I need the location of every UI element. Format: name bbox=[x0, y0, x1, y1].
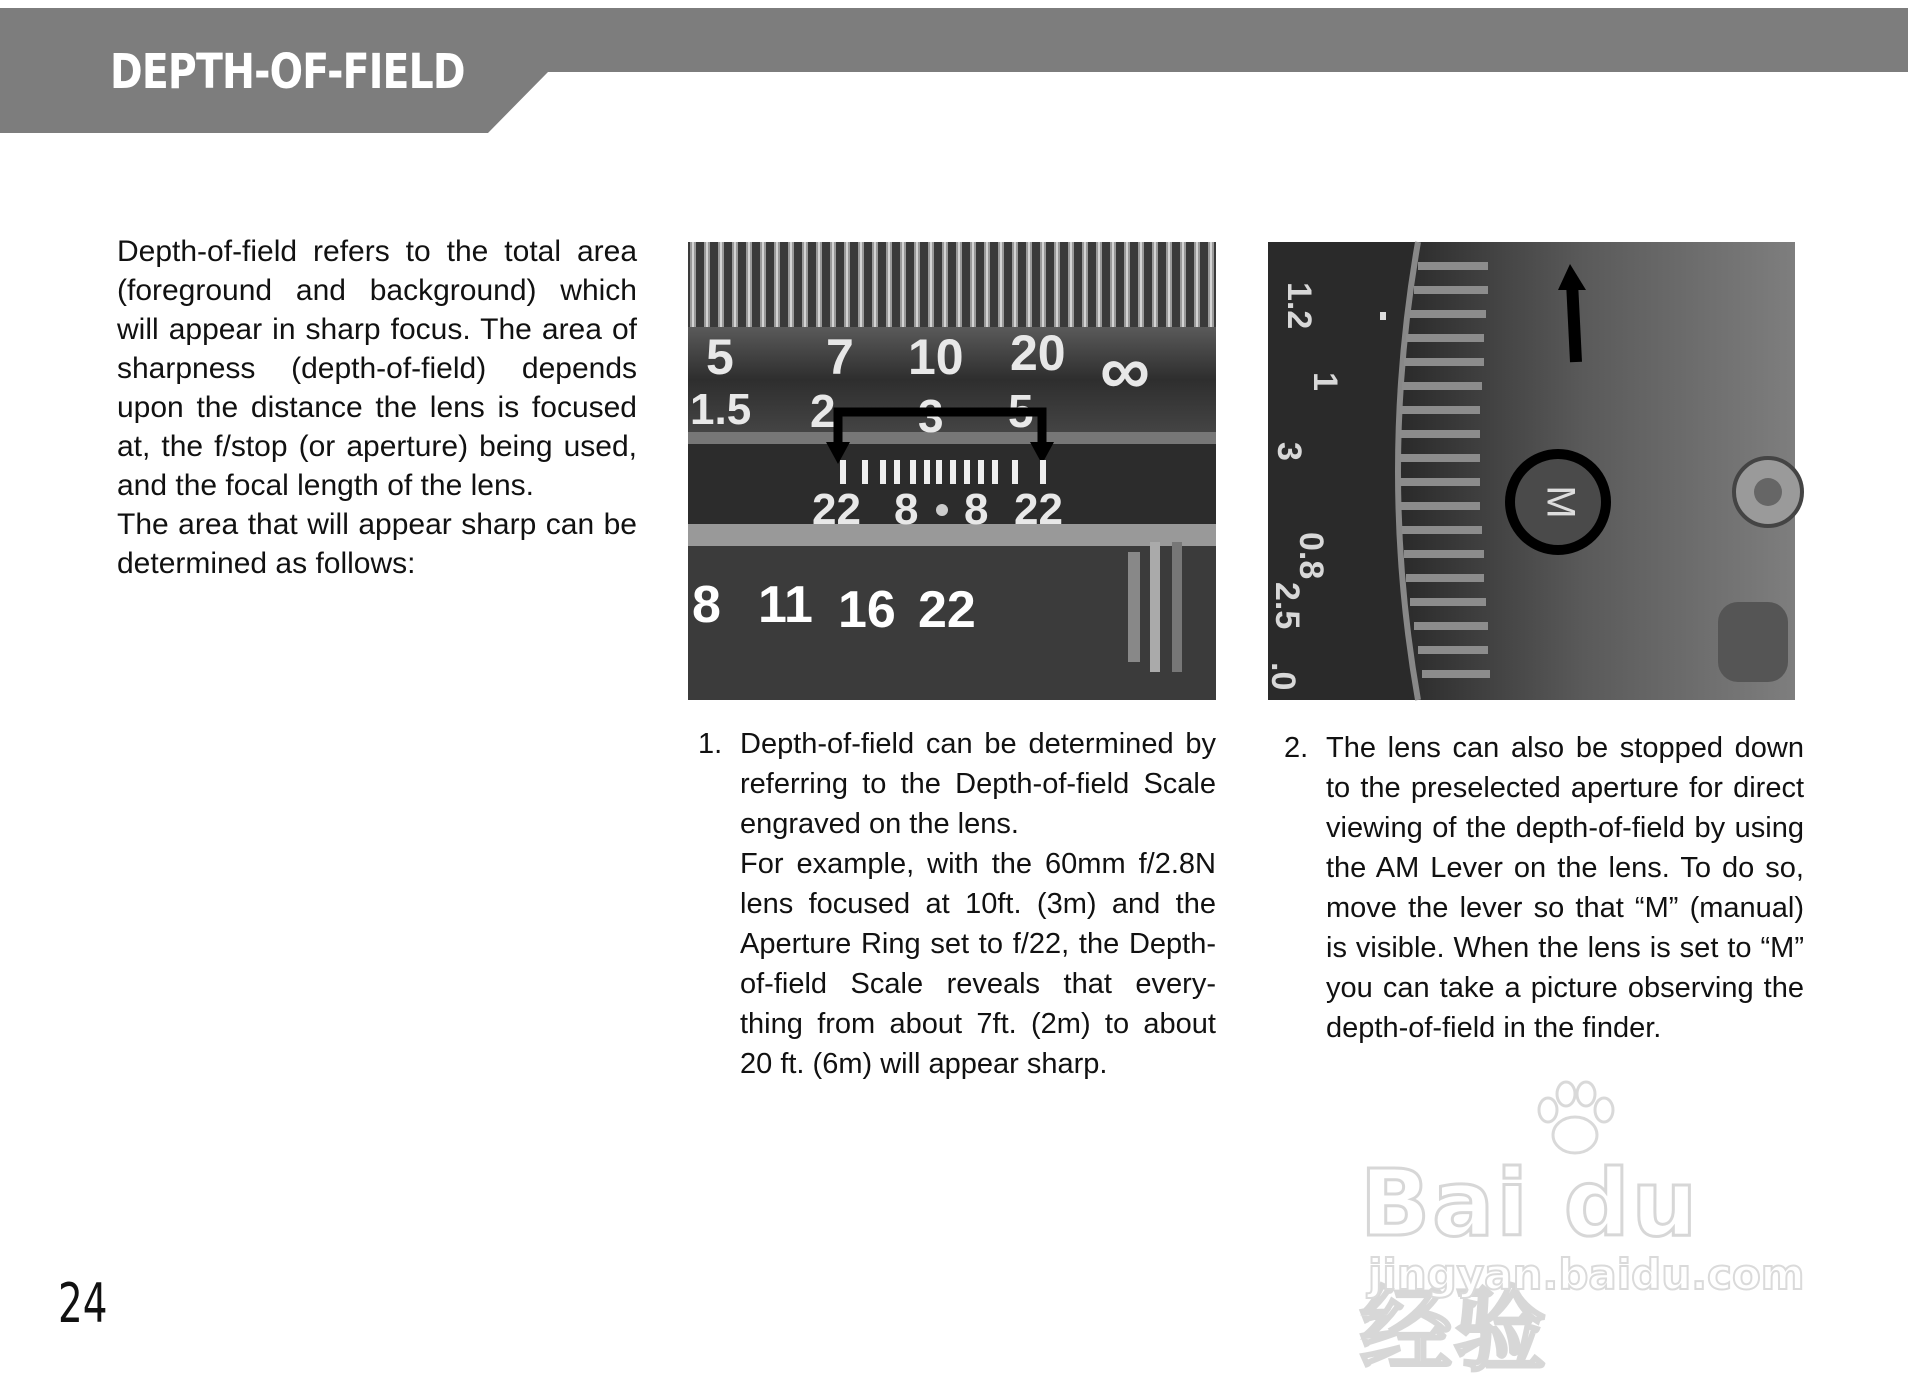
scale-number: 0.8 bbox=[1292, 532, 1330, 580]
baidu-watermark bbox=[1360, 1080, 1805, 1384]
dof-index-dot bbox=[936, 504, 948, 516]
caption-1 bbox=[698, 724, 1216, 1084]
am-lever-photo bbox=[1264, 242, 1795, 700]
distance-ft-label: 20 bbox=[1010, 325, 1066, 381]
caption-text: The lens can also be stopped down to the preselected aperture for direct viewing of the depth-of-field by using the AM Lever on the lens. To do so, move the lever so that “M” (manual) is visible. When the lens is set to “M” you can take a picture observing the depth-of-field in the finder. bbox=[1326, 732, 1804, 1044]
scale-number: 3 bbox=[1270, 442, 1308, 461]
aperture-label: 16 bbox=[838, 581, 896, 639]
distance-ft-label: 10 bbox=[908, 329, 964, 385]
dof-scale-label: 8 bbox=[894, 485, 919, 534]
dof-scale-label: 8 bbox=[964, 485, 989, 534]
page-number: 24 bbox=[58, 1272, 108, 1335]
distance-m-label: 2 bbox=[810, 385, 836, 437]
intro-text bbox=[117, 232, 637, 583]
caption-text: Depth-of-field can be determined by referring to the Depth-of-field Scale engraved on the lens. bbox=[740, 728, 1216, 840]
manual-mark: M bbox=[1538, 485, 1583, 519]
intro-paragraph: The area that will appear sharp can be determined as follows: bbox=[117, 508, 637, 580]
scale-number: 1 bbox=[1306, 372, 1344, 391]
dof-scale-label: 22 bbox=[812, 485, 861, 534]
scale-number: .0 bbox=[1264, 662, 1302, 691]
caption-text: For example, with the 60mm f/2.8N lens focused at 10ft. (3m) and the Aperture Ring set to f/22, the Depth-of-field Scale reveals that every-thing from about 7ft. (2m) to about 20 ft. (6m) will appear sharp. bbox=[740, 848, 1216, 1080]
caption-2 bbox=[1284, 728, 1804, 1048]
paw-icon bbox=[1530, 1080, 1620, 1160]
watermark-url: jingyan.baidu.com bbox=[1368, 1250, 1805, 1299]
distance-m-label: 3 bbox=[918, 390, 944, 442]
watermark-logo-text: Bai du 经验 bbox=[1360, 1150, 1700, 1384]
caption-number: 1. bbox=[698, 728, 723, 760]
lens-dof-scale-photo bbox=[688, 242, 1216, 700]
dof-scale-label: 22 bbox=[1014, 485, 1063, 534]
scale-number: 1.2 bbox=[1280, 282, 1318, 330]
caption-number: 2. bbox=[1284, 732, 1309, 764]
aperture-label: 8 bbox=[692, 576, 721, 634]
aperture-label: 22 bbox=[918, 581, 976, 639]
distance-m-label: 1.5 bbox=[690, 385, 752, 434]
aperture-label: 11 bbox=[758, 576, 813, 634]
distance-ft-label: 7 bbox=[826, 329, 854, 385]
distance-ft-label: ∞ bbox=[1100, 331, 1150, 409]
lens-number: 5 bbox=[706, 329, 734, 385]
distance-m-label: 5 bbox=[1008, 385, 1034, 437]
scale-number: 2.5 bbox=[1268, 582, 1306, 630]
intro-paragraph: Depth-of-field refers to the total area (foreground and background) which will appear in sharp focus. The area of sharpness (depth-of-field) depends upon the distance the lens is focused at, the f/stop (or aperture) being used, and the focal length of the lens. bbox=[117, 235, 637, 502]
page-title: DEPTH-OF-FIELD bbox=[110, 44, 465, 100]
